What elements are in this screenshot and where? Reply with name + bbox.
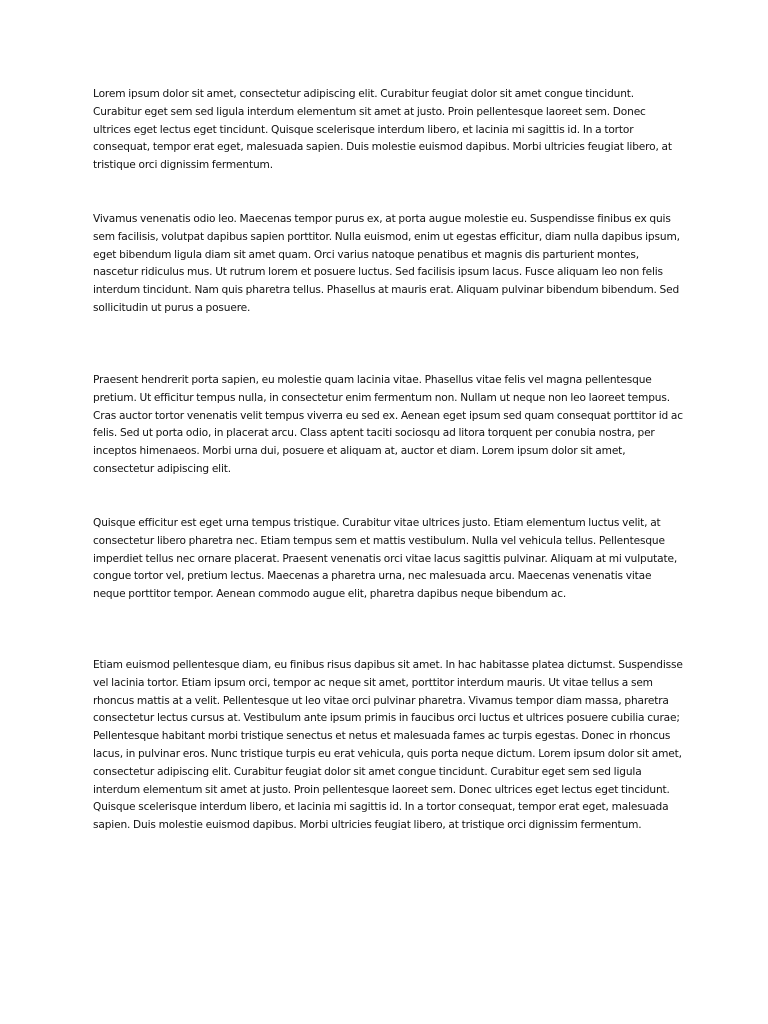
paragraph-3: Praesent hendrerit porta sapien, eu molestie quam lacinia vitae. Phasellus vitae felis vel magna pellentesque pretium. Ut efficitur tempus nulla, in consectetur enim fermentum non. Nullam ut neque non leo laoreet tempus. Cras auctor tortor venenatis velit tempus viverra eu sed ex. Aenean eget ipsum sed quam consequat porttitor id ac felis. Sed ut porta odio, in placerat arcu. Class aptent taciti sociosqu ad litora torquent per conubia nostra, per inceptos himenaeos. Morbi urna dui, posuere et aliquam at, auctor et diam. Lorem ipsum dolor sit amet, consectetur adipiscing elit. (93, 374, 683, 475)
paragraph-2: Vivamus venenatis odio leo. Maecenas tempor purus ex, at porta augue molestie eu. Suspendisse finibus ex quis sem facilisis, volutpat dapibus sapien porttitor. Nulla euismod, enim ut egestas efficitur, diam nulla dapibus ipsum, eget bibendum ligula diam sit amet quam. Orci varius natoque penatibus et magnis dis parturient montes, nascetur ridiculus mus. Ut rutrum lorem et posuere luctus. Sed facilisis ipsum lacus. Fusce aliquam leo non felis interdum tincidunt. Nam quis pharetra tellus. Phasellus at mauris erat. Aliquam pulvinar bibendum bibendum. Sed sollicitudin ut purus a posuere. (93, 213, 680, 314)
paragraph-5: Etiam euismod pellentesque diam, eu finibus risus dapibus sit amet. In hac habitasse platea dictumst. Suspendisse vel lacinia tortor. Etiam ipsum orci, tempor ac neque sit amet, porttitor interdum mauris. Ut vitae tellus a sem rhoncus mattis at a velit. Pellentesque ut leo vitae orci pulvinar pharetra. Vivamus tempor diam massa, pharetra consectetur lectus cursus at. Vestibulum ante ipsum primis in faucibus orci luctus et ultrices posuere cubilia curae; Pellentesque habitant morbi tristique senectus et netus et malesuada fames ac turpis egestas. Donec in rhoncus lacus, in pulvinar eros. Nunc tristique turpis eu erat vehicula, quis porta neque dictum. Lorem ipsum dolor sit amet, consectetur adipiscing elit. Curabitur feugiat dolor sit amet congue tincidunt. Curabitur eget sem sed ligula interdum elementum sit amet at justo. Proin pellentesque laoreet sem. Donec ultrices eget lectus eget tincidunt. Quisque scelerisque interdum libero, et lacinia mi sagittis id. In a tortor consequat, tempor erat eget, malesuada sapien. Duis molestie euismod dapibus. Morbi ultricies feugiat libero, at tristique orci dignissim fermentum. (93, 659, 683, 832)
paragraph-4: Quisque efficitur est eget urna tempus tristique. Curabitur vitae ultrices justo. Etiam elementum luctus velit, at consectetur libero pharetra nec. Etiam tempus sem et mattis vestibulum. Nulla vel vehicula tellus. Pellentesque imperdiet tellus nec ornare placerat. Praesent venenatis orci vitae lacus sagittis pulvinar. Aliquam at mi vulputate, congue tortor vel, pretium lectus. Maecenas a pharetra urna, nec malesuada arcu. Maecenas venenatis vitae neque porttitor tempor. Aenean commodo augue elit, pharetra dapibus neque bibendum ac. (93, 517, 678, 601)
paragraph-1: Lorem ipsum dolor sit amet, consectetur adipiscing elit. Curabitur feugiat dolor sit amet congue tincidunt. Curabitur eget sem sed ligula interdum elementum sit amet at justo. Proin pellentesque laoreet sem. Donec ultrices eget lectus eget tincidunt. Quisque scelerisque interdum libero, et lacinia mi sagittis id. In a tortor consequat, tempor erat eget, malesuada sapien. Duis molestie euismod dapibus. Morbi ultricies feugiat libero, at tristique orci dignissim fermentum. (93, 88, 672, 172)
